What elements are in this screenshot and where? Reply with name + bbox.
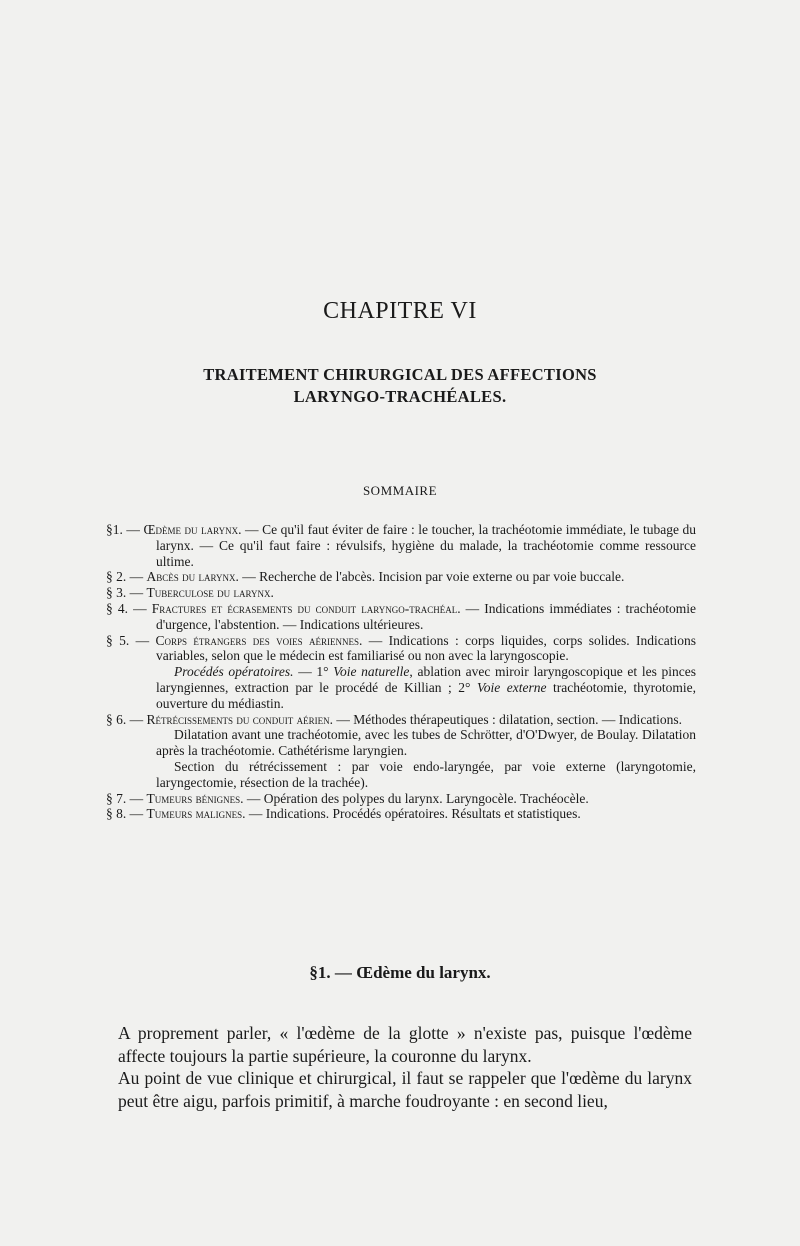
entry-text: — Indications. Procédés opératoires. Résultats et statistiques. [245,806,581,822]
entry-heading: Corps étrangers des voies aériennes. [155,632,363,648]
entry-text: — Opération des polypes du larynx. Laryngocèle. Trachéocèle. [243,790,589,806]
section-heading: §1. — Œdème du larynx. [309,963,491,982]
sommaire-list [106,522,696,822]
sommaire-entry-5: § 5. — Corps étrangers des voies aériennes. — Indications : corps liquides, corps solides. Indications variables, selon que le médecin est familiarisé ou non avec la laryngoscopie. [106,632,697,664]
body-text [118,1022,692,1112]
sommaire-entry-6-dilatation: Dilatation avant une trachéotomie, avec les tubes de Schrötter, d'O'Dwyer, de Boulay. Dilatation après la trachéotomie. Cathétérisme laryngien. [156,727,696,759]
entry-number: § 8. [106,806,127,822]
entry-text: — Indications : corps liquides, corps solides. Indications variables, selon que le médecin est familiarisé ou non avec la laryngoscopie. [156,632,697,664]
entry-text: — Recherche de l'abcès. Incision par voie externe ou par voie buccale. [238,569,625,585]
procedes-text: trachéotomie, thyrotomie, ouverture du médiastin. [156,679,696,711]
entry-heading: Tuberculose du larynx. [146,585,274,601]
entry-text: — Indications immédiates : trachéotomie d'urgence, l'abstention. — Indications ultérieures. [156,600,697,632]
entry-heading: Fractures et écrasements du conduit laryngo-trachéal. [151,600,461,616]
procedes-text: — 1° [293,664,334,680]
procedes-text: , ablation avec miroir laryngoscopique et les pinces laryngiennes, extraction par le procédé de Killian ; 2° [156,664,696,695]
sommaire-entry-2: § 2. — Abcès du larynx. — Recherche de l'abcès. Incision par voie externe ou par voie buccale. [106,569,625,585]
sommaire-entry-6: § 6. — Rétrécissements du conduit aérien. — Méthodes thérapeutiques : dilatation, section. — Indications. [106,711,683,727]
chapter-title-line2: LARYNGO-TRACHÉALES. [293,387,507,406]
paragraph-2: Au point de vue clinique et chirurgical, il faut se rappeler que l'œdème du larynx peut être aigu, parfois primitif, à marche foudroyante : en second lieu, [118,1068,692,1111]
sommaire-entry-1: §1. — Œdème du larynx. — Ce qu'il faut éviter de faire : le toucher, la trachéotomie immédiate, le tubage du larynx. — Ce qu'il faut faire : révulsifs, hygiène du malade, la trachéotomie comme ressource ultime. [106,522,696,569]
entry-number: § 6. [106,711,127,727]
sommaire-entry-5-procedes [106,664,696,711]
entry-number: §1. [106,522,123,537]
entry-heading: Tumeurs bénignes. [146,790,244,806]
sommaire-entry-7: § 7. — Tumeurs bénignes. — Opération des polypes du larynx. Laryngocèle. Trachéocèle. [106,790,589,806]
sommaire-entry-3: § 3. — Tuberculose du larynx. [106,585,274,601]
entry-heading: Tumeurs malignes. [146,806,246,822]
paragraph-1: A proprement parler, « l'œdème de la glotte » n'existe pas, puisque l'œdème affecte toujours la partie supérieure, la couronne du larynx. [118,1023,692,1066]
chapter-title-line1: TRAITEMENT CHIRURGICAL DES AFFECTIONS [203,365,597,384]
entry-text: — Méthodes thérapeutiques : dilatation, section. — Indications. [333,711,683,727]
sommaire-heading: SOMMAIRE [362,483,438,498]
entry-number: § 3. [106,585,127,601]
show-through-text [118,92,698,272]
chapter-number: CHAPITRE VI [323,298,477,324]
entry-number: § 2. [106,569,127,585]
procedes-label: Procédés opératoires. [174,664,294,680]
chapter-title [0,364,800,408]
sommaire-entry-4: § 4. — Fractures et écrasements du conduit laryngo-trachéal. — Indications immédiates : trachéotomie d'urgence, l'abstention. — Indications ultérieures. [106,600,697,632]
voie-naturelle: Voie naturelle [333,664,410,680]
sommaire-entry-8: § 8. — Tumeurs malignes. — Indications. Procédés opératoires. Résultats et statistiques. [106,806,581,822]
sommaire-entry-6-section: Section du rétrécissement : par voie endo-laryngée, par voie externe (laryngotomie, laryngectomie, résection de la trachée). [156,758,696,790]
entry-number: § 5. [106,632,130,648]
entry-heading: Abcès du larynx. [146,569,239,585]
voie-externe: Voie externe [476,679,547,695]
entry-number: § 4. [106,600,128,616]
entry-heading: Œdème du larynx. [143,522,242,537]
entry-heading: Rétrécissements du conduit aérien. [146,711,333,727]
entry-number: § 7. [106,790,127,806]
entry-text: — Ce qu'il faut éviter de faire : le toucher, la trachéotomie immédiate, le tubage du larynx. — Ce qu'il faut faire : révulsifs, hygiène du malade, la trachéotomie comme ressource ultime. [156,522,696,569]
